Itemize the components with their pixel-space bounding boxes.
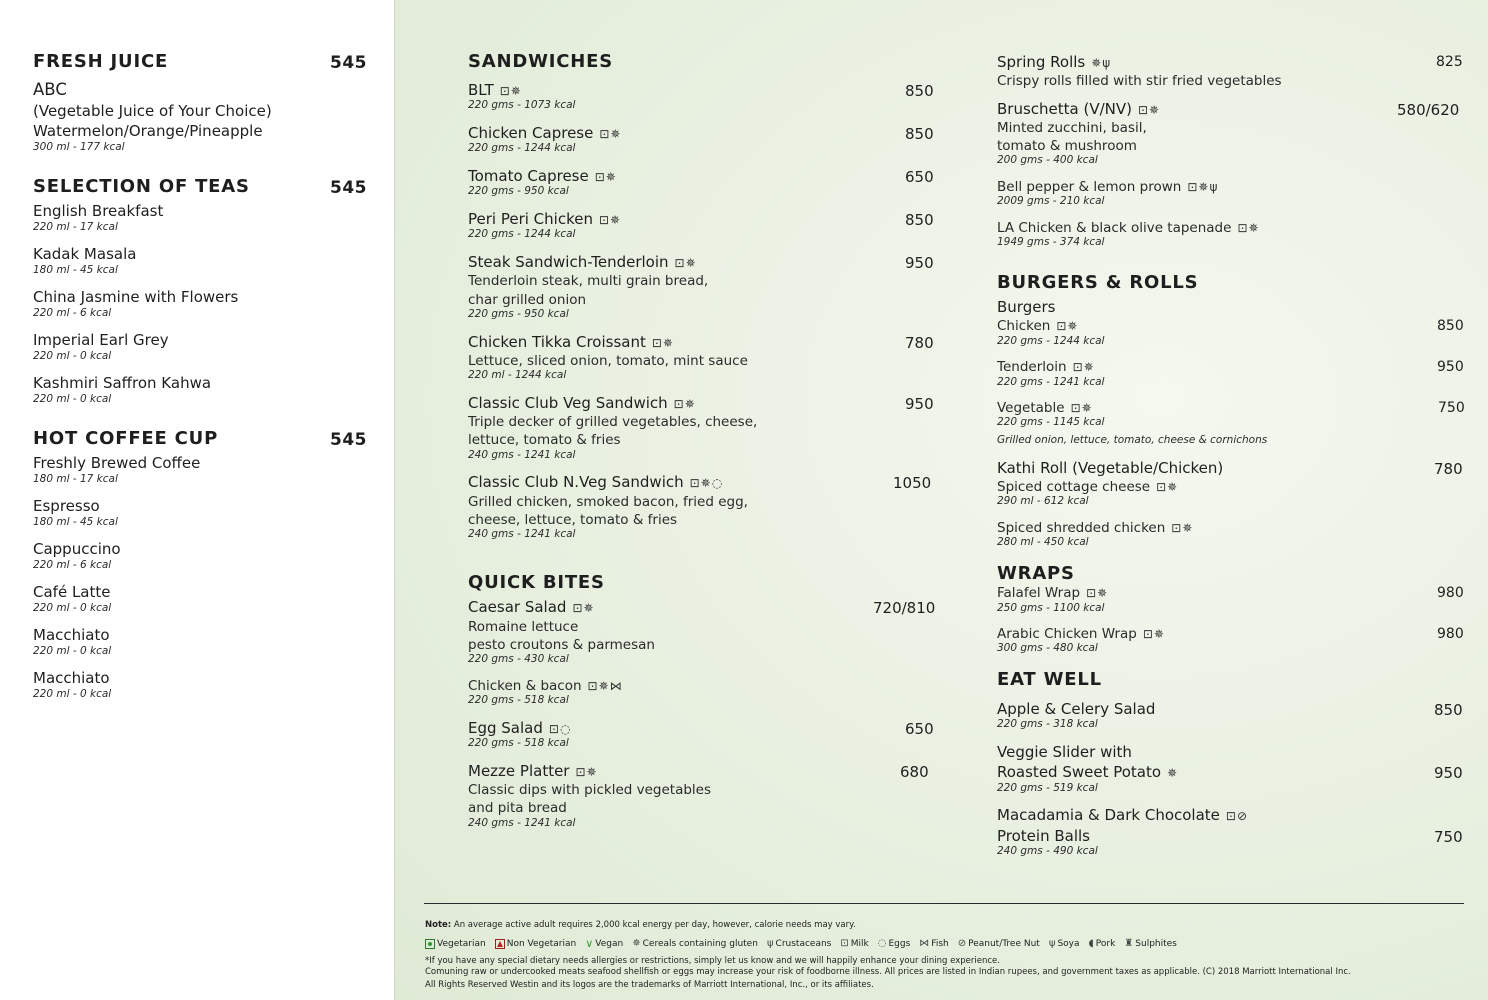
footer-divider bbox=[424, 903, 1464, 904]
allergen-icons: ⊡✵ bbox=[1142, 627, 1165, 641]
allergen-icons: ⊡✵ bbox=[1070, 401, 1093, 415]
menu-item-kcal: 220 gms - 519 kcal bbox=[997, 782, 1098, 794]
menu-item-subname: LA Chicken & black olive tapenade ⊡✵ bbox=[997, 220, 1260, 236]
allergen-icons: ✵ψ bbox=[1091, 56, 1112, 70]
allergen-icons: ⊡✵ bbox=[1171, 521, 1194, 535]
menu-item-kcal: 220 gms - 1145 kcal bbox=[997, 416, 1105, 428]
menu-item-price: 850 bbox=[1434, 701, 1463, 719]
menu-item-kcal: 220 gms - 318 kcal bbox=[997, 718, 1098, 730]
allergen-icons: ⊡✵⋈ bbox=[587, 679, 623, 693]
dietary-note: *If you have any special dietary needs allergies or restrictions, simply let us know and we will happily enhance your dining experience. bbox=[425, 956, 1000, 966]
menu-item-kcal: 240 gms - 490 kcal bbox=[997, 845, 1098, 857]
menu-item-kcal: 220 ml - 1244 kcal bbox=[468, 369, 567, 381]
menu-item-desc: Grilled chicken, smoked bacon, fried egg, bbox=[468, 494, 748, 510]
menu-item-kcal: 240 gms - 1241 kcal bbox=[468, 817, 576, 829]
menu-item-name: Chicken Caprese ⊡✵ bbox=[468, 124, 622, 142]
burgers-subheading: Burgers bbox=[997, 298, 1056, 316]
menu-item-subname: Spiced shredded chicken ⊡✵ bbox=[997, 520, 1194, 536]
teas-price: 545 bbox=[330, 178, 367, 198]
coffee-item-kcal: 180 ml - 45 kcal bbox=[33, 516, 118, 528]
menu-item-name: Apple & Celery Salad bbox=[997, 700, 1156, 718]
legend-non-vegetarian: Non Vegetarian bbox=[495, 937, 577, 950]
menu-item-kcal: 220 gms - 1244 kcal bbox=[468, 228, 576, 240]
menu-item-name: Chicken ⊡✵ bbox=[997, 318, 1079, 334]
menu-item-desc: Romaine lettuce bbox=[468, 619, 579, 635]
abc-juice-desc: (Vegetable Juice of Your Choice) bbox=[33, 102, 272, 120]
menu-item-desc: pesto croutons & parmesan bbox=[468, 637, 655, 653]
calorie-note: Note: An average active adult requires 2,000 kcal energy per day, however, calorie needs may vary. bbox=[425, 920, 856, 930]
tea-item-name: Kadak Masala bbox=[33, 245, 137, 263]
legend-soya: ψ Soya bbox=[1048, 938, 1080, 949]
menu-item-desc: cheese, lettuce, tomato & fries bbox=[468, 512, 678, 528]
menu-item-price: 825 bbox=[1436, 54, 1463, 70]
menu-item-price: 780 bbox=[1434, 460, 1463, 478]
coffee-item-kcal: 220 ml - 0 kcal bbox=[33, 602, 112, 614]
tea-item-kcal: 220 ml - 17 kcal bbox=[33, 221, 118, 233]
tea-item-kcal: 180 ml - 45 kcal bbox=[33, 264, 118, 276]
tea-item-kcal: 220 ml - 6 kcal bbox=[33, 307, 112, 319]
legend-pork: ◖ Pork bbox=[1088, 938, 1116, 949]
menu-item-kcal: 300 gms - 480 kcal bbox=[997, 642, 1098, 654]
menu-item-subname: Spiced cottage cheese ⊡✵ bbox=[997, 479, 1179, 495]
abc-juice-flavors: Watermelon/Orange/Pineapple bbox=[33, 122, 263, 140]
menu-item-desc: Classic dips with pickled vegetables bbox=[468, 782, 711, 798]
allergen-icons: ⊡✵ bbox=[1056, 319, 1079, 333]
menu-item-name: Protein Balls bbox=[997, 827, 1090, 845]
foodborne-note: Comuning raw or undercooked meats seafood shellfish or eggs may increase your risk of foodborne illness. All prices are listed in Indian rupees, and government taxes as applicable. (C) 2018 Marriott International Inc. bbox=[425, 967, 1351, 977]
allergen-icons: ⊡✵ψ bbox=[1187, 180, 1219, 194]
menu-item-name: Classic Club N.Veg Sandwich ⊡✵◌ bbox=[468, 473, 724, 491]
allergen-icons: ⊡◌ bbox=[548, 722, 572, 736]
crustacean-icon: ψ bbox=[766, 938, 774, 949]
menu-item-price: 780 bbox=[905, 334, 934, 352]
coffee-heading: HOT COFFEE CUP bbox=[33, 428, 219, 449]
sulphites-icon: ♜ bbox=[1124, 938, 1134, 949]
allergen-icons: ⊡✵ bbox=[1086, 586, 1109, 600]
egg-icon: ◌ bbox=[877, 938, 887, 949]
menu-item-kcal: 290 ml - 612 kcal bbox=[997, 495, 1089, 507]
tea-item-name: English Breakfast bbox=[33, 202, 164, 220]
menu-item-price: 980 bbox=[1437, 585, 1464, 601]
menu-item-kcal: 200 gms - 400 kcal bbox=[997, 154, 1098, 166]
menu-item-price: 850 bbox=[1437, 318, 1464, 334]
menu-item-name: Falafel Wrap ⊡✵ bbox=[997, 585, 1109, 601]
abc-juice-kcal: 300 ml - 177 kcal bbox=[33, 141, 125, 153]
menu-item-price: 950 bbox=[1434, 764, 1463, 782]
menu-item-price: 850 bbox=[905, 82, 934, 100]
menu-item-subname: Bell pepper & lemon prown ⊡✵ψ bbox=[997, 179, 1219, 195]
coffee-item-kcal: 220 ml - 0 kcal bbox=[33, 645, 112, 657]
menu-item-kcal: 1949 gms - 374 kcal bbox=[997, 236, 1105, 248]
menu-item-kcal: 220 gms - 1073 kcal bbox=[468, 99, 576, 111]
menu-item-desc: and pita bread bbox=[468, 800, 567, 816]
menu-item-price: 1050 bbox=[893, 474, 932, 492]
legend-crustaceans: ψ Crustaceans bbox=[766, 938, 832, 949]
menu-item-kcal: 280 ml - 450 kcal bbox=[997, 536, 1089, 548]
coffee-item-name: Macchiato bbox=[33, 669, 110, 687]
menu-item-kcal: 220 gms - 950 kcal bbox=[468, 185, 569, 197]
allergen-icons: ⊡✵ bbox=[673, 397, 696, 411]
menu-item-kcal: 2009 gms - 210 kcal bbox=[997, 195, 1105, 207]
burgers-rolls-heading: BURGERS & ROLLS bbox=[997, 272, 1199, 293]
menu-item-name: Egg Salad ⊡◌ bbox=[468, 719, 572, 737]
menu-item-desc: Triple decker of grilled vegetables, cheese, bbox=[468, 414, 758, 430]
menu-item-kcal: 240 gms - 1241 kcal bbox=[468, 449, 576, 461]
menu-item-name: Classic Club Veg Sandwich ⊡✵ bbox=[468, 394, 696, 412]
menu-item-kcal: 220 gms - 950 kcal bbox=[468, 308, 569, 320]
allergen-icons: ⊡⊘ bbox=[1225, 809, 1249, 823]
menu-item-desc: lettuce, tomato & fries bbox=[468, 432, 621, 448]
allergen-icons: ⊡✵ bbox=[599, 127, 622, 141]
allergen-icons: ⊡✵ bbox=[1072, 360, 1095, 374]
menu-item-name: BLT ⊡✵ bbox=[468, 81, 522, 99]
menu-item-kcal: 250 gms - 1100 kcal bbox=[997, 602, 1105, 614]
allergen-icons: ⊡✵ bbox=[1156, 480, 1179, 494]
allergen-icons: ⊡✵ bbox=[499, 84, 522, 98]
menu-item-name: Kathi Roll (Vegetable/Chicken) bbox=[997, 459, 1224, 477]
menu-item-price: 650 bbox=[905, 720, 934, 738]
menu-item-kcal: 220 gms - 430 kcal bbox=[468, 653, 569, 665]
burger-garnish-note: Grilled onion, lettuce, tomato, cheese & cornichons bbox=[997, 434, 1268, 446]
coffee-item-name: Macchiato bbox=[33, 626, 110, 644]
menu-item-price: 650 bbox=[905, 168, 934, 186]
allergen-icons: ⊡✵ bbox=[572, 601, 595, 615]
soya-icon: ψ bbox=[1048, 938, 1056, 949]
tea-item-name: Imperial Earl Grey bbox=[33, 331, 169, 349]
menu-item-price: 750 bbox=[1434, 828, 1463, 846]
legend-fish: ⋈ Fish bbox=[919, 938, 949, 949]
menu-item-desc: tomato & mushroom bbox=[997, 138, 1137, 154]
coffee-item-name: Café Latte bbox=[33, 583, 111, 601]
menu-item-desc: Crispy rolls filled with stir fried vegetables bbox=[997, 73, 1282, 89]
menu-item-kcal: 220 gms - 1244 kcal bbox=[997, 335, 1105, 347]
vegetarian-icon bbox=[425, 939, 435, 949]
menu-item-name: Veggie Slider with bbox=[997, 743, 1132, 761]
non-vegetarian-icon bbox=[495, 939, 505, 949]
legend-peanut: ⊘ Peanut/Tree Nut bbox=[957, 938, 1040, 949]
coffee-item-kcal: 220 ml - 0 kcal bbox=[33, 688, 112, 700]
sandwiches-heading: SANDWICHES bbox=[468, 51, 613, 72]
menu-item-name: Bruschetta (V/NV) ⊡✵ bbox=[997, 100, 1161, 118]
coffee-price: 545 bbox=[330, 430, 367, 450]
menu-item-name: Roasted Sweet Potato ✵ bbox=[997, 763, 1179, 781]
peanut-icon: ⊘ bbox=[957, 938, 967, 949]
menu-item-price: 850 bbox=[905, 211, 934, 229]
allergen-icons: ⊡✵ bbox=[674, 256, 697, 270]
menu-item-price: 750 bbox=[1438, 400, 1465, 416]
pork-icon: ◖ bbox=[1088, 938, 1094, 949]
milk-icon: ⊡ bbox=[840, 938, 849, 949]
vegan-icon: ∨ bbox=[585, 937, 594, 950]
coffee-item-name: Freshly Brewed Coffee bbox=[33, 454, 201, 472]
tea-item-name: Kashmiri Saffron Kahwa bbox=[33, 374, 212, 392]
fresh-juice-heading: FRESH JUICE bbox=[33, 51, 169, 72]
menu-item-kcal: 220 gms - 1241 kcal bbox=[997, 376, 1105, 388]
menu-item-price: 980 bbox=[1437, 626, 1464, 642]
menu-item-name: Spring Rolls ✵ψ bbox=[997, 53, 1112, 71]
menu-item-name: Tenderloin ⊡✵ bbox=[997, 359, 1095, 375]
menu-item-name: Tomato Caprese ⊡✵ bbox=[468, 167, 617, 185]
menu-item-price: 720/810 bbox=[873, 599, 936, 617]
legend-vegan: ∨ Vegan bbox=[585, 937, 624, 950]
menu-item-kcal: 220 gms - 1244 kcal bbox=[468, 142, 576, 154]
menu-item-price: 850 bbox=[905, 125, 934, 143]
fish-icon: ⋈ bbox=[919, 938, 930, 949]
allergen-icons: ⊡✵ bbox=[1138, 103, 1161, 117]
coffee-item-kcal: 220 ml - 6 kcal bbox=[33, 559, 112, 571]
menu-item-name: Vegetable ⊡✵ bbox=[997, 400, 1093, 416]
allergen-icons: ⊡✵ bbox=[651, 336, 674, 350]
wheat-icon: ✵ bbox=[632, 938, 641, 949]
allergen-legend bbox=[425, 937, 1177, 950]
menu-item-name: Macadamia & Dark Chocolate ⊡⊘ bbox=[997, 806, 1249, 824]
menu-item-name: Mezze Platter ⊡✵ bbox=[468, 762, 598, 780]
legend-sulphites: ♜ Sulphites bbox=[1124, 938, 1177, 949]
wraps-heading: WRAPS bbox=[997, 563, 1075, 584]
menu-item-name: Peri Peri Chicken ⊡✵ bbox=[468, 210, 622, 228]
fresh-juice-price: 545 bbox=[330, 53, 367, 73]
coffee-item-kcal: 180 ml - 17 kcal bbox=[33, 473, 118, 485]
menu-item-price: 950 bbox=[905, 395, 934, 413]
menu-item-kcal: 220 gms - 518 kcal bbox=[468, 737, 569, 749]
tea-item-kcal: 220 ml - 0 kcal bbox=[33, 350, 112, 362]
menu-item-price: 950 bbox=[1437, 359, 1464, 375]
allergen-icons: ⊡✵ bbox=[594, 170, 617, 184]
menu-item-name: Caesar Salad ⊡✵ bbox=[468, 598, 595, 616]
beverages-panel bbox=[0, 0, 395, 1000]
allergen-icons: ⊡✵ bbox=[1237, 221, 1260, 235]
teas-heading: SELECTION OF TEAS bbox=[33, 176, 250, 197]
menu-item-desc: Minted zucchini, basil, bbox=[997, 120, 1147, 136]
allergen-icons: ⊡✵◌ bbox=[689, 476, 724, 490]
menu-item-name: Arabic Chicken Wrap ⊡✵ bbox=[997, 626, 1165, 642]
legend-milk: ⊡ Milk bbox=[840, 938, 869, 949]
menu-item-desc: Lettuce, sliced onion, tomato, mint sauce bbox=[468, 353, 748, 369]
abc-juice-name: ABC bbox=[33, 80, 67, 99]
menu-item-desc: Tenderloin steak, multi grain bread, bbox=[468, 273, 709, 289]
tea-item-name: China Jasmine with Flowers bbox=[33, 288, 239, 306]
tea-item-kcal: 220 ml - 0 kcal bbox=[33, 393, 112, 405]
legend-eggs: ◌ Eggs bbox=[877, 938, 911, 949]
coffee-item-name: Espresso bbox=[33, 497, 100, 515]
allergen-icons: ⊡✵ bbox=[598, 213, 622, 227]
menu-item-name: Chicken Tikka Croissant ⊡✵ bbox=[468, 333, 674, 351]
menu-item-name: Chicken & bacon ⊡✵⋈ bbox=[468, 678, 623, 694]
eat-well-heading: EAT WELL bbox=[997, 669, 1102, 690]
menu-item-name: Steak Sandwich-Tenderloin ⊡✵ bbox=[468, 253, 697, 271]
menu-item-desc: char grilled onion bbox=[468, 292, 587, 308]
menu-item-price: 580/620 bbox=[1397, 101, 1460, 119]
menu-item-price: 680 bbox=[900, 763, 929, 781]
quick-bites-heading: QUICK BITES bbox=[468, 572, 605, 593]
menu-item-price: 950 bbox=[905, 254, 934, 272]
menu-item-kcal: 220 gms - 518 kcal bbox=[468, 694, 569, 706]
allergen-icons: ✵ bbox=[1167, 766, 1179, 780]
legend-vegetarian: Vegetarian bbox=[425, 937, 486, 950]
legend-gluten: ✵ Cereals containing gluten bbox=[632, 938, 758, 949]
copyright-note: All Rights Reserved Westin and its logos are the trademarks of Marriott International, Inc., or its affiliates. bbox=[425, 980, 874, 990]
allergen-icons: ⊡✵ bbox=[575, 765, 598, 779]
coffee-item-name: Cappuccino bbox=[33, 540, 121, 558]
menu-item-kcal: 240 gms - 1241 kcal bbox=[468, 528, 576, 540]
